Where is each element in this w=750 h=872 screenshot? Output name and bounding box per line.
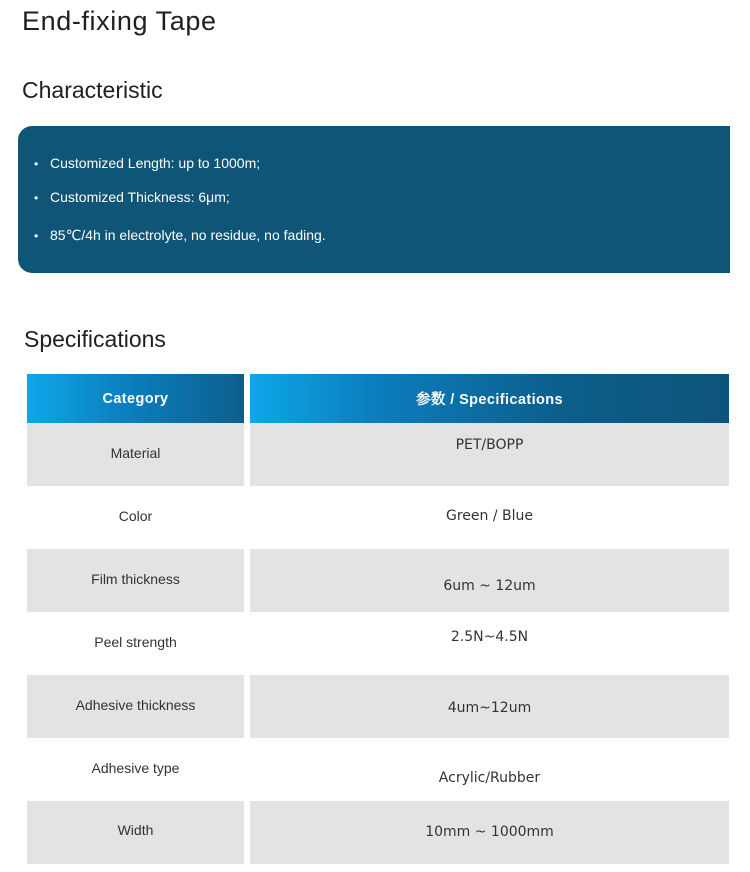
characteristic-item xyxy=(34,155,260,171)
characteristic-panel xyxy=(18,126,730,273)
category-cell xyxy=(27,801,244,864)
category-label: Peel strength xyxy=(94,634,177,650)
category-cell xyxy=(27,738,244,801)
characteristic-heading: Characteristic xyxy=(22,77,163,103)
spec-value: 2.5N~4.5N xyxy=(450,629,529,645)
category-cell xyxy=(27,549,244,612)
category-label: Adhesive type xyxy=(91,760,180,776)
category-label: Material xyxy=(110,445,161,461)
table-row xyxy=(27,549,729,612)
spec-cell xyxy=(250,801,729,864)
category-cell xyxy=(27,675,244,738)
category-cell xyxy=(27,612,244,675)
spec-cell xyxy=(250,549,729,612)
table-row xyxy=(27,801,729,864)
characteristic-item xyxy=(34,189,230,205)
characteristic-item-text: Customized Length: up to 1000m; xyxy=(50,155,261,171)
category-label: Width xyxy=(117,822,154,838)
spec-cell xyxy=(250,486,729,549)
spec-cell xyxy=(250,738,729,801)
page-title: End-fixing Tape xyxy=(22,6,217,36)
category-label: Adhesive thickness xyxy=(75,697,196,713)
specifications-table xyxy=(27,374,729,864)
table-row xyxy=(27,612,729,675)
characteristic-item xyxy=(34,227,326,244)
table-row xyxy=(27,738,729,801)
table-row xyxy=(27,486,729,549)
spec-value: 6um ~ 12um xyxy=(443,578,536,594)
spec-value: 4um~12um xyxy=(447,700,532,716)
spec-value: Green / Blue xyxy=(446,508,533,524)
category-label: Color xyxy=(118,508,153,524)
table-row xyxy=(27,423,729,486)
category-cell xyxy=(27,486,244,549)
spec-value: 10mm ~ 1000mm xyxy=(425,824,554,840)
table-header-row xyxy=(27,374,729,423)
spec-cell xyxy=(250,423,729,486)
characteristic-item-text: 85℃/4h in electrolyte, no residue, no fading. xyxy=(50,227,326,243)
bullet-icon: • xyxy=(34,157,39,171)
spec-cell xyxy=(250,612,729,675)
bullet-icon: • xyxy=(34,229,39,243)
category-cell xyxy=(27,423,244,486)
spec-cell xyxy=(250,675,729,738)
spec-value: Acrylic/Rubber xyxy=(438,770,541,786)
characteristic-item-text: Customized Thickness: 6μm; xyxy=(50,189,230,205)
spec-value: PET/BOPP xyxy=(455,437,524,453)
table-row xyxy=(27,675,729,738)
header-specifications: 参数 / Specifications xyxy=(250,374,729,423)
category-label: Film thickness xyxy=(91,571,180,587)
bullet-icon: • xyxy=(34,191,39,205)
header-category: Category xyxy=(27,374,244,423)
specifications-heading: Specifications xyxy=(24,326,166,352)
